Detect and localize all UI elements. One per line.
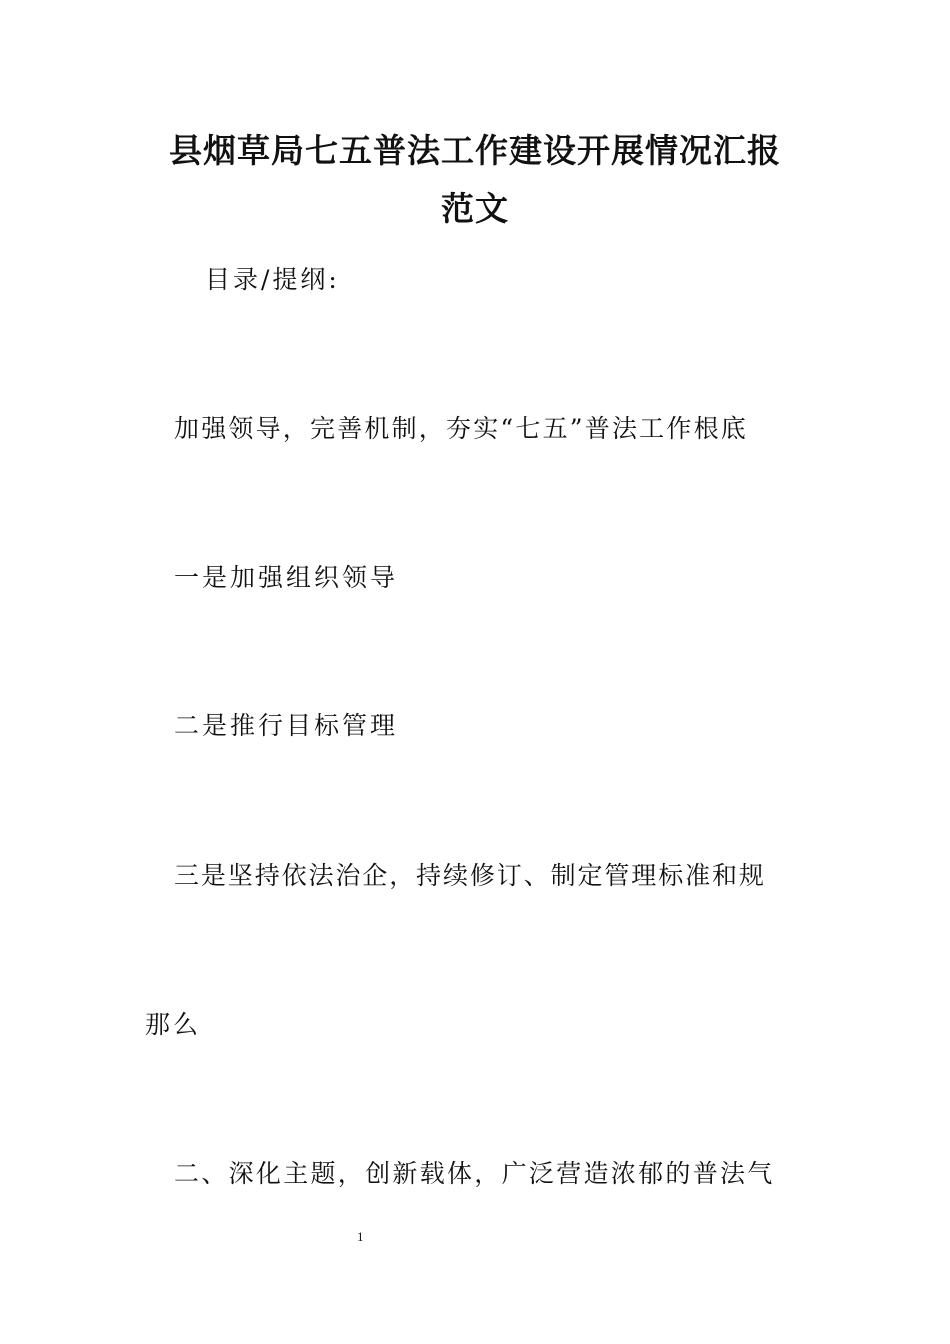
document-title-line-1: 县烟草局七五普法工作建设开展情况汇报: [169, 131, 781, 170]
paragraph-organization-leadership: 一是加强组织领导: [174, 563, 399, 592]
page-number: 1: [357, 1229, 364, 1244]
paragraph-law-based-management: 三是坚持依法治企，持续修订、制定管理标准和规: [174, 861, 766, 890]
paragraph-strengthen-leadership: 加强领导，完善机制，夯实“七五”普法工作根底: [174, 414, 748, 443]
paragraph-continuation: 那么: [145, 1010, 202, 1039]
document-title-line-2: 范文: [441, 189, 509, 228]
toc-label: 目录/提纲:: [205, 265, 340, 294]
paragraph-deepen-theme: 二、深化主题，创新载体，广泛营造浓郁的普法气: [174, 1159, 775, 1188]
paragraph-target-management: 二是推行目标管理: [174, 711, 399, 740]
